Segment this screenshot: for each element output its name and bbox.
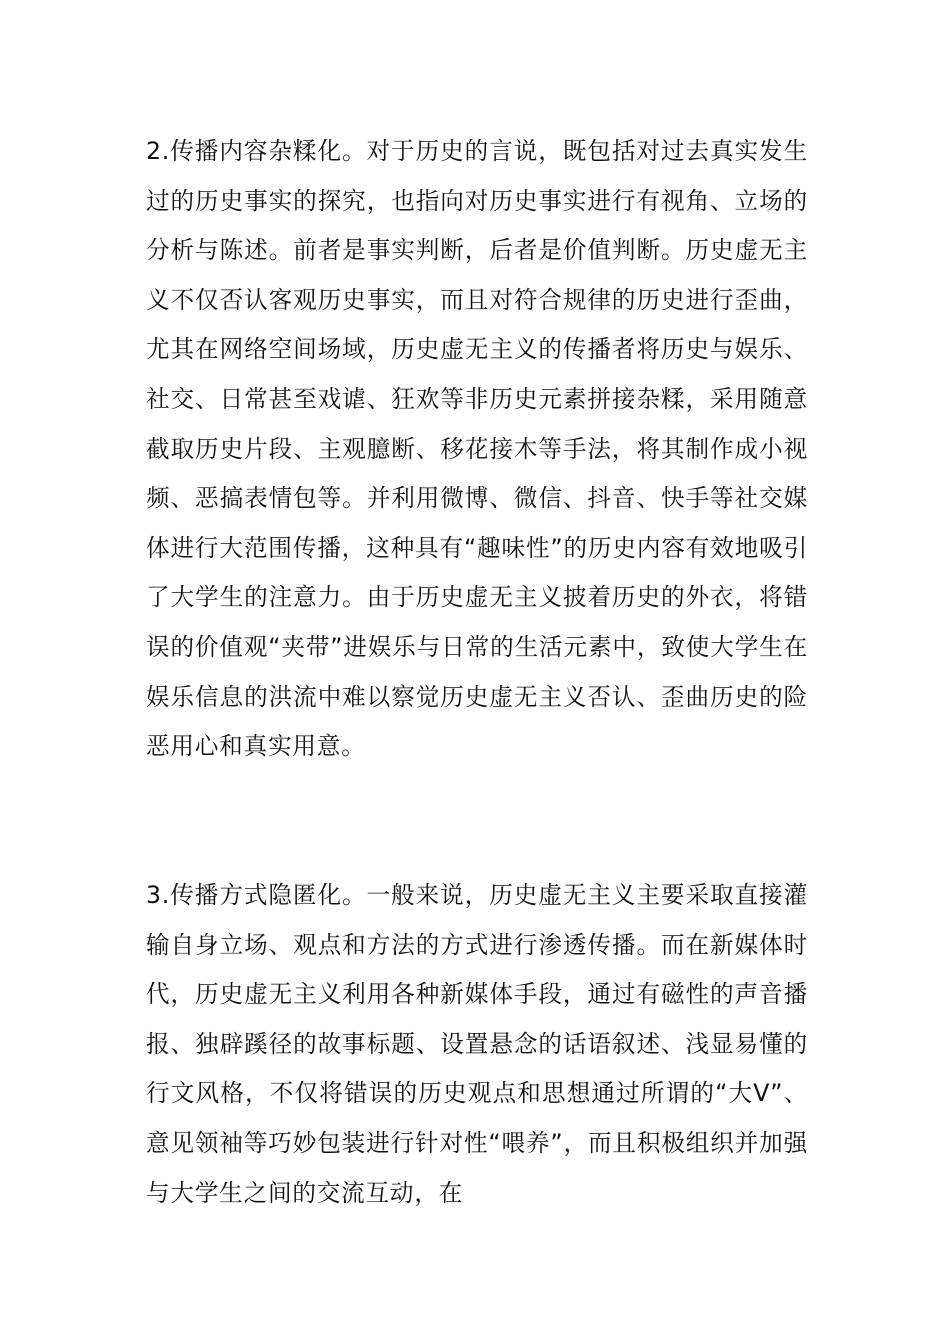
paragraph-concealed-dissemination: 3.传播方式隐匿化。一般来说，历史虚无主义主要采取直接灌输自身立场、观点和方法的方式进行渗透传播。而在新媒体时代，历史虚无主义利用各种新媒体手段，通过有磁性的声音播报、独辟蹊径的故事标题、设置悬念的话语叙述、浅显易懂的行文风格，不仅将错误的历史观点和思想通过所谓的“大V”、意见领袖等巧妙包装进行针对性“喂养”，而且积极组织并加强与大学生之间的交流互动，在 <box>146 881 808 1207</box>
paragraph-content-hybridization: 2.传播内容杂糅化。对于历史的言说，既包括对过去真实发生过的历史事实的探究，也指向对历史事实进行有视角、立场的分析与陈述。前者是事实判断，后者是价值判断。历史虚无主义不仅否认客观历史事实，而且对符合规律的历史进行歪曲，尤其在网络空间场域，历史虚无主义的传播者将历史与娱乐、社交、日常甚至戏谑、狂欢等非历史元素拼接杂糅，采用随意截取历史片段、主观臆断、移花接木等手法，将其制作成小视频、恶搞表情包等。并利用微博、微信、抖音、快手等社交媒体进行大范围传播，这种具有“趣味性”的历史内容有效地吸引了大学生的注意力。由于历史虚无主义披着历史的外衣，将错误的价值观“夹带”进娱乐与日常的生活元素中，致使大学生在娱乐信息的洪流中难以察觉历史虚无主义否认、歪曲历史的险恶用心和真实用意。 <box>146 137 808 761</box>
